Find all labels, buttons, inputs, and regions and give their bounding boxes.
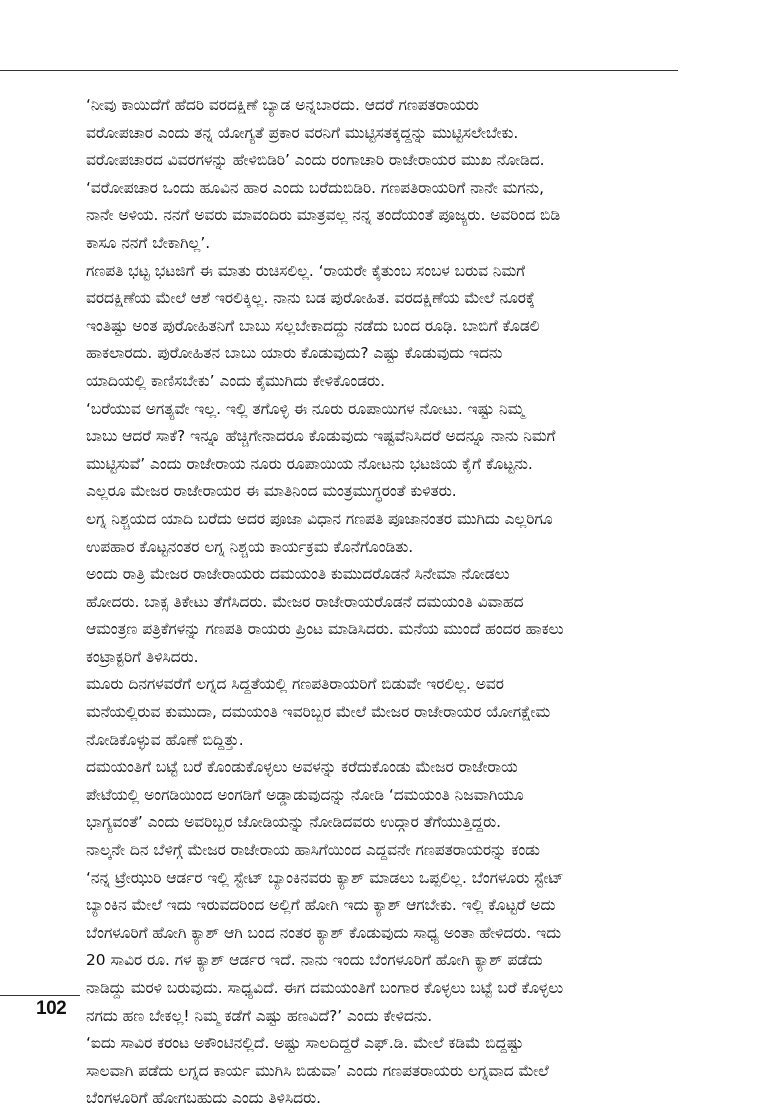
paragraph: ನಾಲ್ಕನೇ ದಿನ ಬೆಳಿಗ್ಗೆ ಮೇಜರ ರಾಜೇರಾಯ ಹಾಸಿಗೆಯಿಂದ ಎದ್ದವನೇ ಗಣಪತರಾಯರನ್ನು ಕಂಡು ‘ನನ್ನ ಟ್ರೇಝುರಿ ಆರ್ಡರ ಇಲ್ಲಿ ಸ್ಟೇಟ್ ಬ್ಯಾಂಕಿನವರು ಕ್ಯಾಶ್ ಮಾಡಲು ಒಪ್ಪಲಿಲ್ಲ. ಬೆಂಗಳೂರು ಸ್ಟೇಟ್ ಬ್ಯಾಂಕಿನ ಮೇಲೆ ಇದು ಇರುವದರಿಂದ ಅಲ್ಲಿಗೆ ಹೋಗಿ ಇದು ಕ್ಯಾಶ್ ಆಗಬೇಕು. ಇಲ್ಲಿ ಕೊಟ್ಟರೆ ಅದು ಬೆಂಗಳೂರಿಗೆ ಹೋಗಿ ಕ್ಯಾಶ್ ಆಗಿ ಬಂದ ನಂತರ ಕ್ಯಾಶ್ ಕೊಡುವುದು ಸಾಧ್ಯ ಅಂತಾ ಹೇಳಿದರು. ಇದು 20 ಸಾವಿರ ರೂ. ಗಳ ಕ್ಯಾಶ್ ಆರ್ಡರ ಇದೆ. ನಾನು ಇಂದು ಬೆಂಗಳೂರಿಗೆ ಹೋಗಿ ಕ್ಯಾಶ್ ಪಡೆದು ನಾಡಿದ್ದು ಮರಳಿ ಬರುವುದು. ಸಾಧ್ಯವಿದೆ. ಈಗ ದಮಯಂತಿಗೆ ಬಂಗಾರ ಕೊಳ್ಳಲು ಬಟ್ಟೆ ಬರೆ ಕೊಳ್ಳಲು ನಗದು ಹಣ ಬೇಕಲ್ಲ! ನಿಮ್ಮ ಕಡೆಗೆ ಎಷ್ಟು ಹಣವಿದೆ?’ ಎಂದು ಕೇಳಿದನು. [86,841,564,1025]
paragraph: ‘ನೀವು ಕಾಯಿದೆಗೆ ಹೆದರಿ ವರದಕ್ಷಿಣೆ ಬ್ಯಾಡ ಅನ್ನಬಾರದು. ಆದರೆ ಗಣಪತರಾಯರು ವರೋಪಚಾರ ಎಂದು ತನ್ನ ಯೋಗ್ಯತೆ ಪ್ರಕಾರ ವರನಿಗೆ ಮುಟ್ಟಿಸತಕ್ಕದ್ದನ್ನು ಮುಟ್ಟಿಸಲೇಬೇಕು. ವರೋಪಚಾರದ ವಿವರಗಳನ್ನು ಹೇಳಿಬಿಡಿರಿ’ ಎಂದು ರಂಗಾಚಾರಿ ರಾಜೇರಾಯರ ಮುಖ ನೋಡಿದ. [86,96,545,170]
paragraph: ಎಲ್ಲರೂ ಮೇಜರ ರಾಜೇರಾಯರ ಈ ಮಾತಿನಿಂದ ಮಂತ್ರಮುಗ್ಧರಂತೆ ಕುಳಿತರು. [86,482,457,501]
paragraph: ಗಣಪತಿ ಭಟ್ಟ ಭಟಜಿಗೆ ಈ ಮಾತು ರುಚಿಸಲಿಲ್ಲ. ‘ರಾಯರೇ ಕೈತುಂಬ ಸಂಬಳ ಬರುವ ನಿಮಗೆ ವರದಕ್ಷಿಣೆಯ ಮೇಲೆ ಆಶೆ ಇರಲಿಕ್ಕಿಲ್ಲ. ನಾನು ಬಡ ಪುರೋಹಿತ. ವರದಕ್ಷಿಣೆಯ ಮೇಲೆ ನೂರಕ್ಕೆ ಇಂತಿಷ್ಟು ಅಂತ ಪುರೋಹಿತನಿಗೆ ಬಾಬು ಸಲ್ಲಬೇಕಾದದ್ದು ನಡೆದು ಬಂದ ರೂಢಿ. ಬಾಬಿಗೆ ಕೊಡಲಿ ಹಾಕಲಾರದು. ಪುರೋಹಿತನ ಬಾಬು ಯಾರು ಕೊಡುವುದು? ಎಷ್ಟು ಕೊಡುವುದು ಇದನು ಯಾದಿಯಲ್ಲಿ ಕಾಣಿಸಬೇಕು’ ಎಂದು ಕೈಮುಗಿದು ಕೇಳಿಕೊಂಡರು. [86,261,540,390]
header-rule [0,70,678,71]
paragraph: ‘ವರೋಪಚಾರ ಒಂದು ಹೂವಿನ ಹಾರ ಎಂದು ಬರೆದುಬಿಡಿರಿ. ಗಣಪತಿರಾಯರಿಗೆ ನಾನೇ ಮಗನು, ನಾನೇ ಅಳಿಯ. ನನಗೆ ಅವರು ಮಾವಂದಿರು ಮಾತ್ರವಲ್ಲ ನನ್ನ ತಂದೆಯಂತೆ ಪೂಜ್ಯರು. ಅವರಿಂದ ಬಿಡಿ ಕಾಸೂ ನನಗೆ ಬೇಕಾಗಿಲ್ಲ’. [86,178,561,252]
paragraph: ಅಂದು ರಾತ್ರಿ ಮೇಜರ ರಾಜೇರಾಯರು ದಮಯಂತಿ ಕುಮುದರೊಡನೆ ಸಿನೇಮಾ ನೋಡಲು ಹೋದರು. ಬಾಕ್ಸ ತಿಕೇಟು ತೆಗೆಸಿದರು. ಮೇಜರ ರಾಜೇರಾಯರೊಡನೆ ದಮಯಂತಿ ವಿವಾಹದ ಆಮಂತ್ರಣ ಪತ್ರಿಕೆಗಳನ್ನು ಗಣಪತಿ ರಾಯರು ಪ್ರಿಂಟ ಮಾಡಿಸಿದರು. ಮನೆಯ ಮುಂದೆ ಹಂದರ ಹಾಕಲು ಕಂಟ್ರಾಕ್ಟರಿಗೆ ತಿಳಿಸಿದರು. [86,565,564,666]
footer-rule [0,995,80,996]
body-text [86,92,678,1113]
paragraph: ಮೂರು ದಿನಗಳವರೆಗೆ ಲಗ್ನದ ಸಿದ್ದತೆಯಲ್ಲಿ ಗಣಪತಿರಾಯರಿಗೆ ಬಿಡುವೇ ಇರಲಿಲ್ಲ. ಅವರ ಮನೆಯಲ್ಲಿರುವ ಕುಮುದಾ, ದಮಯಂತಿ ಇವರಿಬ್ಬರ ಮೇಲೆ ಮೇಜರ ರಾಜೇರಾಯರ ಯೋಗಕ್ಷೇಮ ನೋಡಿಕೊಳ್ಳುವ ಹೊಣೆ ಬಿದ್ದಿತ್ತು. [86,675,551,749]
paragraph: ಲಗ್ನ ನಿಶ್ಚಯದ ಯಾದಿ ಬರೆದು ಅದರ ಪೂಜಾ ವಿಧಾನ ಗಣಪತಿ ಪೂಜಾನಂತರ ಮುಗಿದು ಎಲ್ಲರಿಗೂ ಉಪಹಾರ ಕೊಟ್ಟನಂತರ ಲಗ್ನ ನಿಶ್ಚಯ ಕಾರ್ಯಕ್ರಮ ಕೊನೆಗೊಂಡಿತು. [86,509,553,556]
paragraph: ‘ಬರೆಯುವ ಅಗತ್ಯವೇ ಇಲ್ಲ. ಇಲ್ಲಿ ತಗೊಳ್ಳಿ ಈ ನೂರು ರೂಪಾಯಿಗಳ ನೋಟು. ಇಷ್ಟು ನಿಮ್ಮ ಬಾಬು ಆದರೆ ಸಾಕೆ? ಇನ್ನೂ ಹೆಚ್ಚಿಗೇನಾದರೂ ಕೊಡುವುದು ಇಷ್ಟವೆನಿಸಿದರೆ ಅದನ್ನೂ ನಾನು ನಿಮಗೆ ಮುಟ್ಟಿಸುವೆ’ ಎಂದು ರಾಜೇರಾಯ ನೂರು ರೂಪಾಯಿಯ ನೋಟನು ಭಟಜಿಯ ಕೈಗೆ ಕೊಟ್ಟನು. [86,399,556,473]
paragraph: ‘ಐದು ಸಾವಿರ ಕರಂಟ ಅಕೌಂಟಿನಲ್ಲಿದೆ. ಅಷ್ಟು ಸಾಲದಿದ್ದರೆ ಎಫ್.ಡಿ. ಮೇಲೆ ಕಡಿಮೆ ಬಿದ್ದಷ್ಟು ಸಾಲವಾಗಿ ಪಡೆದು ಲಗ್ನದ ಕಾರ್ಯ ಮುಗಿಸಿ ಬಿಡುವಾ’ ಎಂದು ಗಣಪತರಾಯರು ಲಗ್ನವಾದ ಮೇಲೆ ಬೆಂಗಳೂರಿಗೆ ಹೋಗಬಹುದು ಎಂದು ತಿಳಿಸಿದರು. [86,1034,549,1108]
paragraph: ದಮಯಂತಿಗೆ ಬಟ್ಟೆ ಬರೆ ಕೊಂಡುಕೊಳ್ಳಲು ಅವಳನ್ನು ಕರೆದುಕೊಂಡು ಮೇಜರ ರಾಜೇರಾಯ ಪೇಟೆಯಲ್ಲಿ ಅಂಗಡಿಯಿಂದ ಅಂಗಡಿಗೆ ಅಡ್ಡಾಡುವುದನ್ನು ನೋಡಿ ‘ದಮಯಂತಿ ನಿಜವಾಗಿಯೂ ಭಾಗ್ಯವಂತೆ’ ಎಂದು ಅವರಿಬ್ಬರ ಜೋಡಿಯನ್ನು ನೋಡಿದವರು ಉದ್ಗಾರ ತೆಗೆಯುತ್ತಿದ್ದರು. [86,758,524,832]
page-number: 102 [36,998,67,1019]
